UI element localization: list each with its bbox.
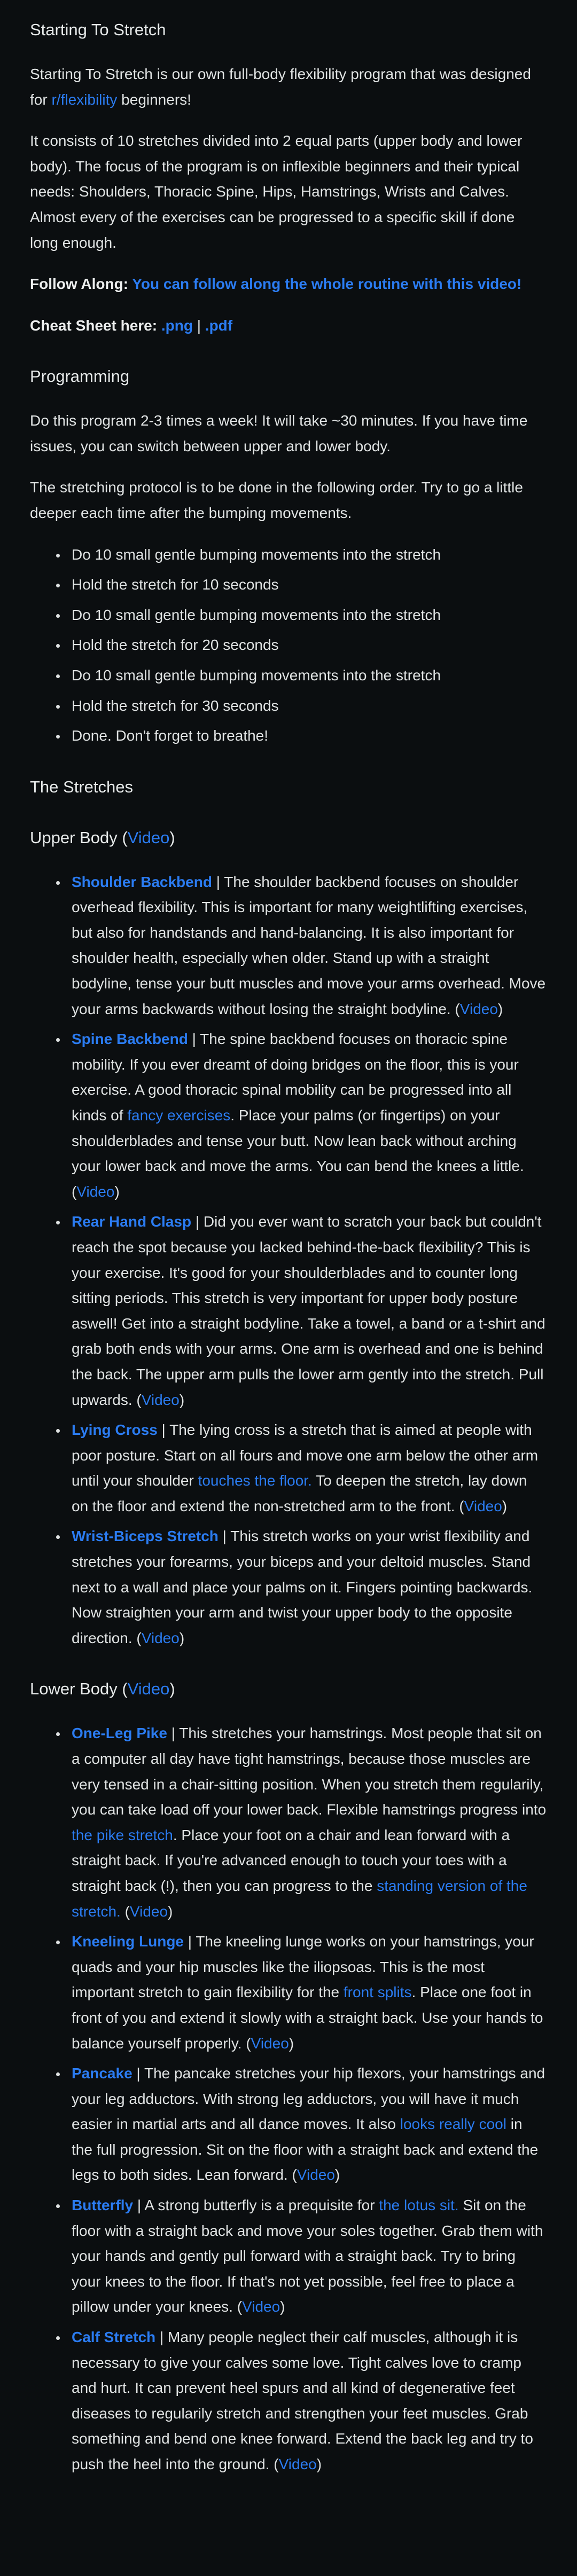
protocol-step: [67, 602, 547, 628]
text-run: The Stretches: [30, 777, 133, 796]
text-run: |: [192, 317, 205, 334]
protocol-step: [67, 723, 547, 749]
text-run: The stretching protocol is to be done in the following order. Try to go a little deeper each time after the bumping movements.: [30, 479, 523, 521]
inline-link[interactable]: the lotus sit.: [379, 2197, 459, 2214]
inline-link[interactable]: Video: [127, 828, 170, 847]
overview-paragraph: [30, 128, 547, 255]
inline-link[interactable]: Video: [127, 1679, 170, 1699]
text-run: ): [334, 2166, 340, 2184]
text-run: Sit on the floor with a straight back and move your soles together. Grab them with your hands and gently pull forward with a straight back. Try to bring your knees to the floor. If that's not yet possible, feel free to place a pillow under your knees. (: [72, 2197, 543, 2315]
text-run: Do this program 2-3 times a week! It will take ~30 minutes. If you have time issues, you can switch between upper and lower body.: [30, 412, 528, 454]
text-run: ): [168, 1903, 173, 1920]
inline-link[interactable]: Pancake: [72, 2065, 132, 2082]
stretch-item-calf-stretch: [67, 2324, 547, 2477]
text-run: (: [120, 1903, 130, 1920]
text-run: in the full progression. Sit on the floor with a straight back and extend the legs to both sides. Lean forward. (: [72, 2116, 539, 2184]
text-run: beginners!: [117, 91, 191, 108]
stretch-item-kneeling-lunge: [67, 1929, 547, 2056]
heading-programming: [30, 365, 547, 389]
inline-link[interactable]: Video: [464, 1497, 502, 1514]
inline-link[interactable]: Spine Backbend: [72, 1031, 188, 1048]
inline-link[interactable]: .pdf: [205, 317, 233, 334]
inline-link[interactable]: standing version of the stretch.: [72, 1877, 527, 1920]
inline-link[interactable]: Video: [141, 1391, 180, 1408]
text-run: Upper Body (: [30, 828, 128, 847]
stretch-item-shoulder-backbend: [67, 869, 547, 1022]
inline-link[interactable]: One-Leg Pike: [72, 1725, 167, 1742]
text-run: | This stretches your hamstrings. Most people that sit on a computer all day have tight hamstrings, because those muscles are very tensed in a chair-sitting position. When you stretch them regularily, you can take load off your lower back. Flexible hamstrings progress into: [72, 1725, 547, 1818]
inline-link[interactable]: Wrist-Biceps Stretch: [72, 1528, 219, 1545]
protocol-step: [67, 693, 547, 719]
inline-link[interactable]: front splits: [343, 1984, 412, 2001]
text-run: ): [280, 2298, 285, 2315]
inline-link[interactable]: touches the floor.: [198, 1472, 312, 1489]
text-run: Hold the stretch for 20 seconds: [72, 637, 279, 654]
text-run: Do 10 small gentle bumping movements into the stretch: [72, 546, 441, 563]
inline-link[interactable]: Video: [129, 1903, 168, 1920]
inline-link[interactable]: Video: [76, 1183, 115, 1200]
text-run: ): [179, 1629, 185, 1646]
inline-link[interactable]: Video: [251, 2035, 289, 2052]
text-run: | This stretch works on your wrist flexibility and stretches your forearms, your biceps and your deltoid muscles. Stand next to a wall and place your palms on it. Fingers pointing backwards. Now straighten your arm and twist your upper body to the opposite direction. (: [72, 1528, 533, 1646]
inline-link[interactable]: Calf Stretch: [72, 2329, 156, 2346]
text-run: . Place your foot on a chair and lean forward with a straight back. If you're advanced enough to touch your toes with a straight back (!), then you can progress to the: [72, 1826, 510, 1894]
text-run: To deepen the stretch, lay down on the floor and extend the non-stretched arm to the front. (: [72, 1472, 527, 1514]
text-run: Programming: [30, 367, 130, 386]
text-run: | The pancake stretches your hip flexors, your hamstrings and your leg adductors. With strong leg adductors, you will have it much easier in martial arts and all dance moves. It also: [72, 2065, 545, 2133]
text-run: Starting To Stretch is our own full-body flexibility program that was designed for: [30, 65, 531, 108]
text-run: Starting To Stretch: [30, 20, 166, 39]
inline-link[interactable]: Shoulder Backbend: [72, 873, 212, 890]
inline-link[interactable]: You can follow along the whole routine with this video!: [132, 276, 522, 293]
inline-link[interactable]: Video: [141, 1629, 180, 1646]
inline-link[interactable]: Video: [459, 1000, 498, 1017]
text-run: Cheat Sheet here:: [30, 317, 161, 334]
inline-link[interactable]: Butterfly: [72, 2197, 134, 2214]
inline-link[interactable]: Rear Hand Clasp: [72, 1213, 192, 1230]
protocol-list: [30, 542, 547, 749]
stretch-item-butterfly: [67, 2193, 547, 2320]
text-run: | Many people neglect their calf muscles, although it is necessary to give your calves some love. Tight calves love to cramp and hurt. It can prevent heel spurs and all kind of degenerative feet diseases to regularily stretch and strengthen your feet muscles. Grab something and bend one knee forward. Extend the back leg and try to push the heel into the ground. (: [72, 2329, 533, 2472]
text-run: ): [502, 1497, 508, 1514]
text-run: Done. Don't forget to breathe!: [72, 727, 269, 744]
text-run: ): [316, 2456, 322, 2472]
text-run: | A strong butterfly is a prequisite for: [133, 2197, 379, 2214]
inline-link[interactable]: Lying Cross: [72, 1421, 158, 1439]
cheat-sheet-paragraph: [30, 313, 547, 339]
text-run: Hold the stretch for 30 seconds: [72, 697, 279, 714]
heading-the-stretches: [30, 775, 547, 799]
protocol-step: [67, 542, 547, 568]
text-run: Do 10 small gentle bumping movements into the stretch: [72, 666, 441, 684]
text-run: Do 10 small gentle bumping movements into the stretch: [72, 606, 441, 623]
inline-link[interactable]: fancy exercises: [127, 1106, 231, 1124]
inline-link[interactable]: r/flexibility: [51, 91, 118, 108]
stretch-item-lying-cross: [67, 1417, 547, 1519]
text-run: | The lying cross is a stretch that is aimed at people with poor posture. Start on all fours and move one arm below the other arm until your shoulder: [72, 1421, 539, 1489]
inline-link[interactable]: Kneeling Lunge: [72, 1933, 184, 1950]
text-run: . Place your palms (or fingertips) on your shoulderblades and tense your butt. Now lean back without arching your lower back and move the arms. You can bend the knees a little. (: [72, 1106, 524, 1200]
protocol-step: [67, 663, 547, 688]
text-run: ): [169, 828, 175, 847]
text-run: ): [114, 1183, 120, 1200]
text-run: Lower Body (: [30, 1679, 128, 1699]
intro-paragraph: [30, 61, 547, 112]
heading-lower-body: [30, 1677, 547, 1701]
text-run: Follow Along:: [30, 276, 132, 293]
protocol-step: [67, 572, 547, 598]
inline-link[interactable]: .png: [161, 317, 193, 334]
stretch-item-pancake: [67, 2061, 547, 2188]
inline-link[interactable]: Video: [297, 2166, 335, 2184]
text-run: | The spine backbend focuses on thoracic spine mobility. If you ever dreamt of doing bridges on the floor, this is your exercise. A good thoracic spinal mobility can be progressed into all kinds of: [72, 1031, 519, 1124]
text-run: ): [169, 1679, 175, 1699]
stretch-item-rear-hand-clasp: [67, 1209, 547, 1412]
text-run: It consists of 10 stretches divided into 2 equal parts (upper body and lower body). The focus of the program is on inflexible beginners and their typical needs: Shoulders, Thoracic Spine, Hips, Hamstrings, Wrists and Calves. Almost every of the exercises can be progressed to a specific skill if done long enough.: [30, 132, 523, 251]
inline-link[interactable]: Video: [242, 2298, 280, 2315]
stretch-item-wrist-biceps-stretch: [67, 1523, 547, 1651]
lower-body-stretch-list: [30, 1721, 547, 2477]
text-run: | Did you ever want to scratch your back but couldn't reach the spot because you lacked behind-the-back flexibility? This is your exercise. It's good for your shoulderblades and to counter long sitting periods. This stretch is very important for upper body posture aswell! Get into a straight bodyline. Take a towel, a band or a t-shirt and grab both ends with your arms. One arm is overhead and one is behind the back. The upper arm pulls the lower arm gently into the stretch. Pull upwards. (: [72, 1213, 545, 1408]
text-run: ): [288, 2035, 294, 2052]
text-run: ): [497, 1000, 503, 1017]
protocol-intro-paragraph: [30, 475, 547, 525]
stretch-item-spine-backbend: [67, 1026, 547, 1204]
text-run: Hold the stretch for 10 seconds: [72, 576, 279, 593]
protocol-step: [67, 632, 547, 658]
follow-along-paragraph: [30, 271, 547, 297]
inline-link[interactable]: the pike stretch: [72, 1826, 173, 1843]
text-run: . Place one foot in front of you and extend it slowly with a straight back. Use your hands to balance yourself properly. (: [72, 1984, 543, 2052]
text-run: | The kneeling lunge works on your hamstrings, your quads and your hip muscles like the iliopsoas. This is the most important stretch to gain flexibility for the: [72, 1933, 534, 2001]
text-run: | The shoulder backbend focuses on shoulder overhead flexibility. This is important for many weightlifting exercises, but also for handstands and hand-balancing. It is also important for shoulder health, especially when older. Stand up with a straight bodyline, tense your butt muscles and move your arms overhead. Move your arms backwards without losing the straight bodyline. (: [72, 873, 546, 1017]
stretch-item-one-leg-pike: [67, 1721, 547, 1924]
inline-link[interactable]: looks really cool: [400, 2116, 506, 2133]
page-title: [30, 18, 547, 42]
text-run: ): [179, 1391, 185, 1408]
programming-frequency-paragraph: [30, 408, 547, 459]
upper-body-stretch-list: [30, 869, 547, 1651]
heading-upper-body: [30, 826, 547, 850]
inline-link[interactable]: Video: [278, 2456, 317, 2472]
